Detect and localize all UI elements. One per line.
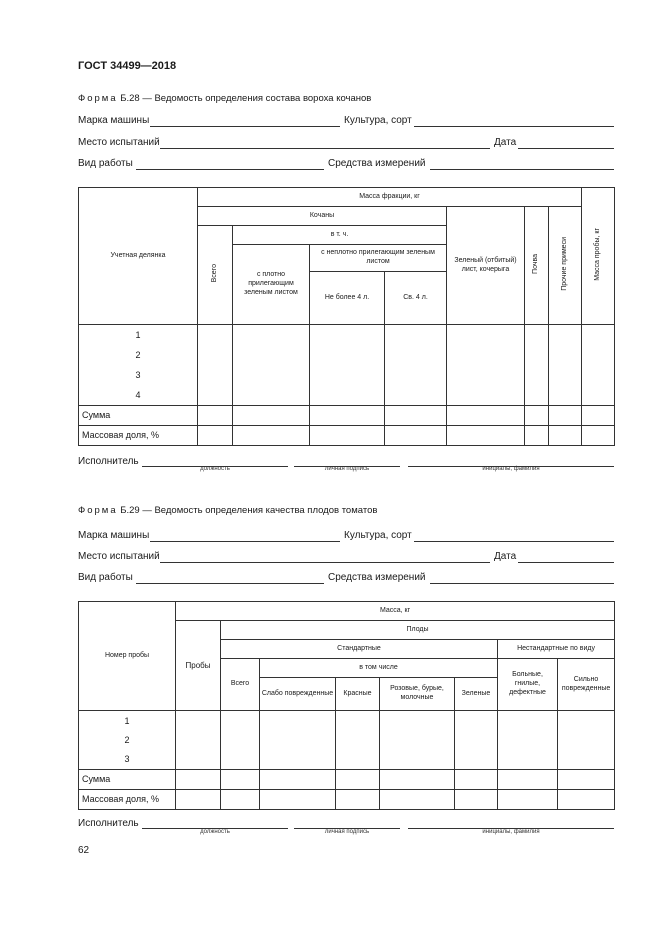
col-pink: Розовые, бурые, молочные <box>380 678 455 711</box>
col-gt4: Св. 4 л. <box>385 272 447 325</box>
col-total: Всего <box>221 659 260 711</box>
col-heavy: Сильно поврежденные <box>558 659 615 711</box>
col-soil: Почва <box>525 207 549 325</box>
row-share: Массовая доля, % <box>79 790 176 810</box>
form1-work-line[interactable] <box>136 160 324 170</box>
col-sample-mass: Масса пробы, кг <box>582 188 615 325</box>
table-row <box>79 426 615 446</box>
form1-executor-label: Исполнитель <box>78 456 139 467</box>
form2-place-label: Место испытаний <box>78 551 160 562</box>
col-slight: Слабо поврежденные <box>260 678 336 711</box>
col-red: Красные <box>336 678 380 711</box>
row-share: Массовая доля, % <box>79 426 198 446</box>
col-other: Прочие примеси <box>549 207 582 325</box>
col-total: Всего <box>198 226 233 325</box>
form1-means-label: Средства измерений <box>328 158 426 169</box>
form2-place-line[interactable] <box>160 553 490 563</box>
table-row <box>79 770 615 790</box>
col-sample-no: Номер пробы <box>79 602 176 711</box>
form1-table <box>78 187 615 446</box>
form2-date-label: Дата <box>494 551 517 562</box>
form1-place-label: Место испытаний <box>78 137 160 148</box>
form2-name-line[interactable] <box>408 819 614 829</box>
col-sick: Больные, гнилые, дефектные <box>498 659 558 711</box>
form2-title: Форма Б.29 — Ведомость определения качества плодов томатов <box>78 505 378 516</box>
document-header: ГОСТ 34499—2018 <box>78 60 177 72</box>
form1-date-label: Дата <box>494 137 517 148</box>
form1-title: Форма Б.28 — Ведомость определения состава вороха кочанов <box>78 93 372 104</box>
col-incl: в т. ч. <box>233 226 447 245</box>
col-mass: Масса, кг <box>176 602 615 621</box>
form2-date-line[interactable] <box>518 553 614 563</box>
col-plot: Учетная делянка <box>79 188 198 325</box>
row-sum: Сумма <box>79 770 176 790</box>
table-row <box>79 406 615 426</box>
form2-means-line[interactable] <box>430 574 614 584</box>
row-numbers: 1 2 3 <box>79 711 176 770</box>
form2-work-label: Вид работы <box>78 572 133 583</box>
col-tight-leaf: с плотно прилегающим зеленым листом <box>233 245 310 325</box>
col-fruits: Плоды <box>221 621 615 640</box>
form2-executor-label: Исполнитель <box>78 818 139 829</box>
col-loose-leaf: с неплотно прилегающим зеленым листом <box>310 245 447 272</box>
form1-culture-line[interactable] <box>414 117 614 127</box>
form1-caption-position: должность <box>200 466 230 472</box>
form1-place-line[interactable] <box>160 139 490 149</box>
col-green-leaf: Зеленый (отбитый) лист, кочерыга <box>447 207 525 325</box>
form2-work-line[interactable] <box>136 574 324 584</box>
form2-table <box>78 601 615 810</box>
form2-machine-line[interactable] <box>150 532 340 542</box>
form2-culture-line[interactable] <box>414 532 614 542</box>
table-row <box>79 711 615 770</box>
form1-means-line[interactable] <box>430 160 614 170</box>
form1-work-label: Вид работы <box>78 158 133 169</box>
col-incl: в том числе <box>260 659 498 678</box>
col-standard: Стандартные <box>221 640 498 659</box>
col-mass-fraction: Масса фракции, кг <box>198 188 582 207</box>
form2-signature-line[interactable] <box>294 819 400 829</box>
form1-culture-label: Культура, сорт <box>344 115 412 126</box>
col-heads: Кочаны <box>198 207 447 226</box>
page-number: 62 <box>78 845 90 856</box>
table-row <box>79 325 615 406</box>
form1-caption-signature: личная подпись <box>324 466 370 472</box>
form2-caption-signature: личная подпись <box>324 829 370 835</box>
col-green: Зеленые <box>455 678 498 711</box>
form2-culture-label: Культура, сорт <box>344 530 412 541</box>
form1-caption-name: инициалы, фамилия <box>482 466 540 472</box>
form1-date-line[interactable] <box>518 139 614 149</box>
form1-machine-label: Марка машины <box>78 115 150 126</box>
form2-means-label: Средства измерений <box>328 572 426 583</box>
form2-caption-name: инициалы, фамилия <box>482 829 540 835</box>
form1-machine-line[interactable] <box>150 117 340 127</box>
row-sum: Сумма <box>79 406 198 426</box>
form2-caption-position: должность <box>200 829 230 835</box>
form2-position-line[interactable] <box>142 819 288 829</box>
form2-machine-label: Марка машины <box>78 530 150 541</box>
row-numbers: 1 2 3 4 <box>79 325 198 406</box>
table-row <box>79 790 615 810</box>
col-nonstandard: Нестандартные по виду <box>498 640 615 659</box>
col-samples: Пробы <box>176 621 221 711</box>
col-le4: Не более 4 л. <box>310 272 385 325</box>
